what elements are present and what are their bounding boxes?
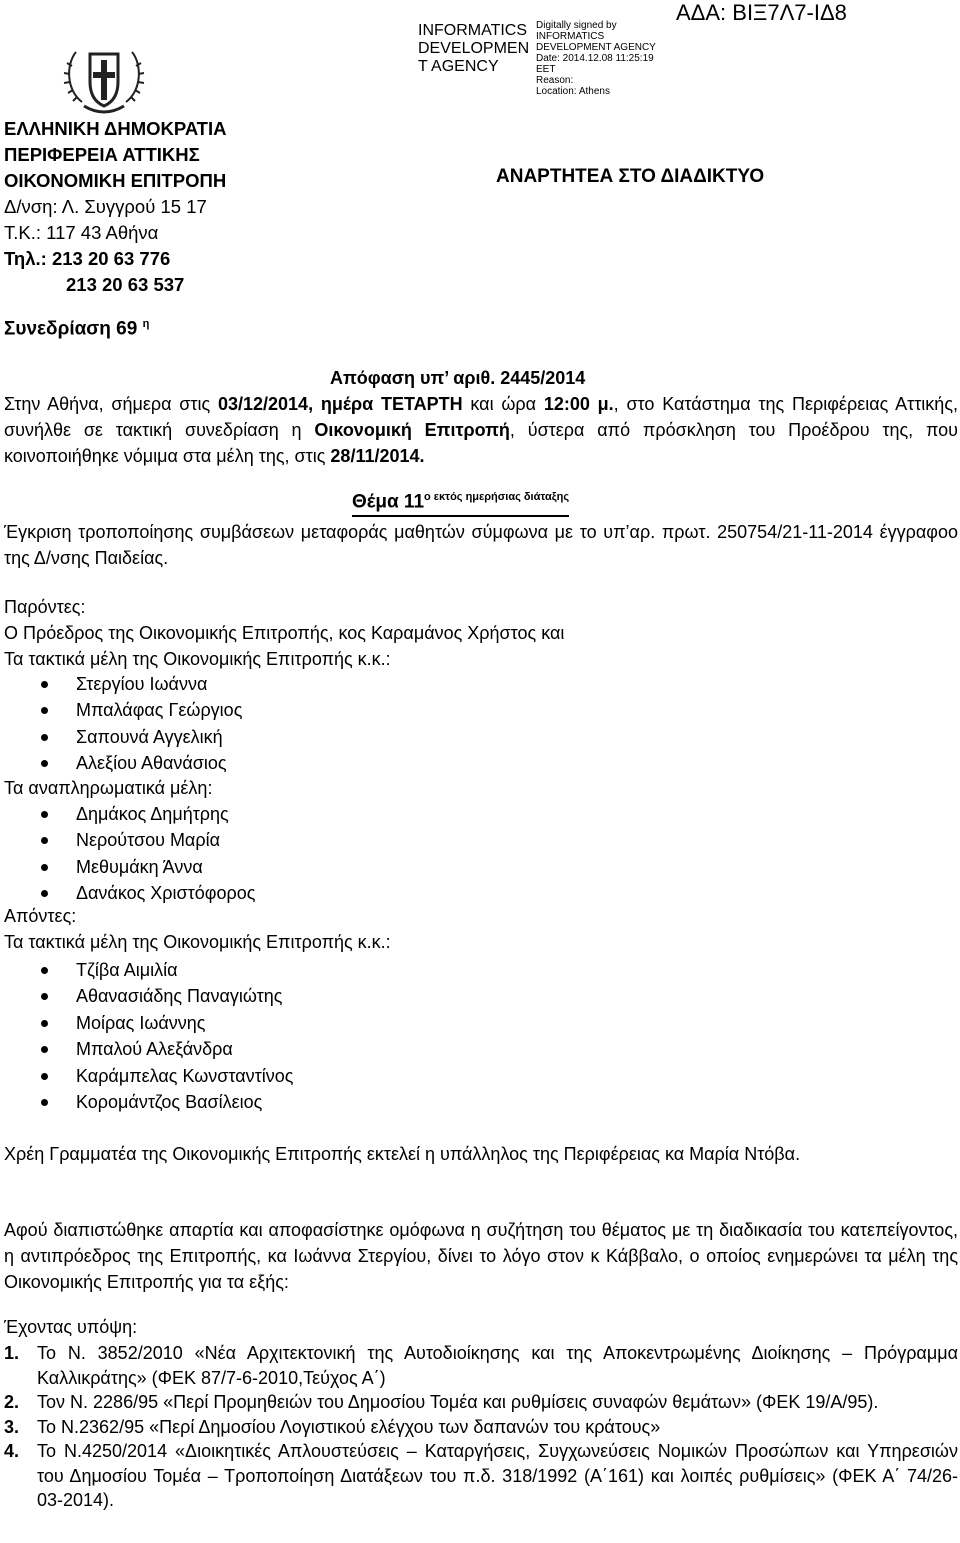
- org-address: Δ/νση: Λ. Συγγρού 15 17: [4, 196, 207, 217]
- member-name: Μοίρας Ιωάννης: [76, 1012, 206, 1033]
- list-item: [4, 697, 242, 723]
- signature-meta: [536, 20, 676, 97]
- topic-heading: [352, 491, 569, 517]
- signature-meta-line: EET: [536, 64, 556, 75]
- intro-text: και ώρα: [462, 394, 544, 414]
- item-text: Τον Ν. 2286/95 «Περί Προμηθειών του Δημοσίου Τομέα και ρυθμίσεις συναφών θεμάτων» (ΦΕΚ 19/Α/95).: [37, 1392, 879, 1412]
- list-item: [4, 1010, 293, 1036]
- ada-code: ΑΔΑ: ΒΙΞ7Λ7-ΙΔ8: [676, 0, 847, 25]
- intro-text: , ύστερα από πρόσκληση του Προέδρου της, που κοινοποιήθηκε νόμιμα στα μέλη της, στις: [4, 420, 959, 466]
- meeting-time: 12:00 μ.: [543, 394, 614, 414]
- list-item: [4, 724, 242, 750]
- list-item: [4, 750, 242, 776]
- member-name: Μεθυμάκη Άννα: [76, 856, 203, 877]
- organization-block: [4, 116, 226, 298]
- item-text: Το Ν.4250/2014 «Διοικητικές Απλουστεύσεις – Καταργήσεις, Συγχωνεύσεις Νομικών Προσώπων και Υπηρεσιών του Δημοσίου Τομέα – Τροποποίηση Διατάξεων του π.δ. 318/1992 (Α΄161) και λοιπές ρυθμίσεις» (ΦΕΚ Α΄ 74/26-03-2014).: [37, 1441, 958, 1510]
- session-label: Συνεδρίαση 69: [4, 318, 138, 340]
- org-phone-1: Τηλ.: 213 20 63 776: [4, 248, 171, 269]
- list-item: [4, 1341, 958, 1390]
- list-item: [4, 854, 255, 880]
- org-region: ΠΕΡΙΦΕΡΕΙΑ ΑΤΤΙΚΗΣ: [4, 144, 200, 165]
- signature-name: INFORMATICS DEVELOPMEN T AGENCY: [418, 22, 530, 75]
- bullet-icon: [41, 1073, 48, 1080]
- considering-label: Έχοντας υπόψη:: [4, 1317, 138, 1337]
- list-item: [4, 1089, 293, 1115]
- signature-meta-line: INFORMATICS: [536, 31, 605, 42]
- signature-meta-line: Date: 2014.12.08 11:25:19: [536, 53, 654, 64]
- session-number: [4, 318, 149, 340]
- signature-meta-line: Reason:: [536, 75, 574, 86]
- member-name: Καράμπελας Κωνσταντίνος: [76, 1065, 294, 1086]
- list-item: [4, 1063, 293, 1089]
- bullet-icon: [41, 837, 48, 844]
- list-item: [4, 957, 293, 983]
- session-sup: η: [142, 318, 150, 330]
- item-number: 3.: [4, 1416, 20, 1437]
- committee-name: Οικονομική Επιτροπή: [314, 420, 510, 440]
- item-number: 2.: [4, 1392, 20, 1412]
- member-name: Δανάκος Χριστόφορος: [76, 883, 256, 904]
- bullet-icon: [41, 1099, 48, 1106]
- alternate-label: Τα αναπληρωματικά μέλη:: [4, 778, 213, 798]
- org-phone-2: 213 20 63 537: [66, 274, 185, 295]
- decision-number: Απόφαση υπ’ αριθ. 2445/2014: [330, 368, 586, 388]
- intro-text: Στην Αθήνα, σήμερα στις: [4, 394, 218, 414]
- topic-sup: ο εκτός ημερήσιας διάταξης: [424, 491, 570, 503]
- item-number: 4.: [4, 1441, 20, 1461]
- member-name: Αλεξίου Αθανάσιος: [76, 753, 227, 774]
- considering-list: [4, 1341, 958, 1513]
- item-text: Το Ν. 3852/2010 «Νέα Αρχιτεκτονική της Αυτοδιοίκησης και της Αποκεντρωμένης Διοίκησης – Πρόγραμμα Καλλικράτης» (ΦΕΚ 87/7-6-2010,Τεύχος Α΄): [37, 1343, 958, 1388]
- list-item: [4, 827, 255, 853]
- subject-paragraph: Έγκριση τροποποίησης συμβάσεων μεταφοράς μαθητών σύμφωνα με το υπ’αρ. πρωτ. 250754/21-11-2014 έγγραφοο της Δ/νσης Παιδείας.: [4, 522, 958, 568]
- absent-regular-label: Τα τακτικά μέλη της Οικονομικής Επιτροπής κ.κ.:: [4, 932, 391, 952]
- member-name: Αθανασιάδης Παναγιώτης: [76, 986, 283, 1007]
- invite-date: 28/11/2014.: [330, 446, 425, 466]
- greek-emblem-icon: [62, 42, 146, 118]
- item-number: 1.: [4, 1343, 20, 1363]
- bullet-icon: [41, 811, 48, 818]
- topic-label: Θέμα 11: [352, 491, 425, 513]
- member-name: Νερούτσου Μαρία: [76, 830, 220, 851]
- member-name: Τζίβα Αιμιλία: [76, 960, 178, 980]
- quorum-paragraph: Αφού διαπιστώθηκε απαρτία και αποφασίστηκε ομόφωνα η συζήτηση του θέματος με τη διαδικασία του κατεπείγοντος, η αντιπρόεδρος της Επιτροπής, κα Ιωάννα Στεργίου, δίνει το λόγο στον κ Κάββαλο, ο οποίος ενημερώνει τα μέλη της Οικονομικής Επιτροπής για τα εξής:: [4, 1220, 958, 1292]
- list-item: [4, 801, 255, 827]
- absent-list: [4, 957, 293, 1115]
- list-item: [4, 1439, 958, 1513]
- meeting-date: 03/12/2014, ημέρα ΤΕΤΑΡΤΗ: [217, 394, 463, 414]
- alternate-list: [4, 801, 255, 907]
- org-postal: Τ.Κ.: 117 43 Αθήνα: [4, 222, 159, 243]
- bullet-icon: [41, 681, 48, 688]
- list-item: [4, 1390, 958, 1415]
- org-country: ΕΛΛΗΝΙΚΗ ΔΗΜΟΚΡΑΤΙΑ: [4, 118, 227, 139]
- list-item: [4, 880, 255, 906]
- member-name: Κορομάντζος Βασίλειος: [76, 1091, 263, 1112]
- item-text: Το Ν.2362/95 «Περί Δημοσίου Λογιστικού ελέγχου των δαπανών του κράτους»: [37, 1416, 661, 1437]
- present-label: Παρόντες:: [4, 597, 86, 617]
- member-name: Στεργίου Ιωάννα: [76, 674, 208, 694]
- list-item: [4, 1036, 293, 1062]
- list-item: [4, 671, 242, 697]
- bullet-icon: [41, 760, 48, 767]
- secretary-paragraph: Χρέη Γραμματέα της Οικονομικής Επιτροπής εκτελεί η υπάλληλος της Περιφέρειας κα Μαρία Ντόβα.: [4, 1144, 801, 1164]
- list-item: [4, 983, 293, 1009]
- present-regular-list: [4, 671, 242, 777]
- signature-meta-line: Digitally signed by: [536, 20, 617, 31]
- bullet-icon: [41, 1020, 48, 1027]
- bullet-icon: [41, 707, 48, 714]
- member-name: Σαπουνά Αγγελική: [76, 726, 223, 747]
- present-regular-label: Τα τακτικά μέλη της Οικονομικής Επιτροπής κ.κ.:: [4, 649, 391, 669]
- signature-meta-line: Location: Athens: [536, 86, 610, 97]
- org-committee: ΟΙΚΟΝΟΜΙΚΗ ΕΠΙΤΡΟΠΗ: [4, 170, 227, 191]
- bullet-icon: [41, 1046, 48, 1053]
- bullet-icon: [41, 967, 48, 974]
- intro-text: , στο Κατάστημα της Περιφέρειας Αττικής, συνήλθε σε τακτική συνεδρίαση η: [4, 394, 958, 440]
- publish-note: ΑΝΑΡΤΗΤΕΑ ΣΤΟ ΔΙΑΔΙΚΤΥΟ: [496, 166, 765, 187]
- intro-paragraph: [4, 391, 958, 469]
- signature-meta-line: DEVELOPMENT AGENCY: [536, 42, 656, 53]
- member-name: Μπαλάφας Γεώργιος: [76, 700, 243, 721]
- bullet-icon: [41, 864, 48, 871]
- member-name: Δημάκος Δημήτρης: [76, 804, 229, 824]
- bullet-icon: [41, 890, 48, 897]
- member-name: Μπαλού Αλεξάνδρα: [76, 1039, 233, 1060]
- present-chair: Ο Πρόεδρος της Οικονομικής Επιτροπής, κος Καραμάνος Χρήστος και: [4, 623, 565, 643]
- bullet-icon: [41, 993, 48, 1000]
- absent-label: Απόντες:: [4, 906, 77, 926]
- list-item: [4, 1415, 958, 1440]
- bullet-icon: [41, 734, 48, 741]
